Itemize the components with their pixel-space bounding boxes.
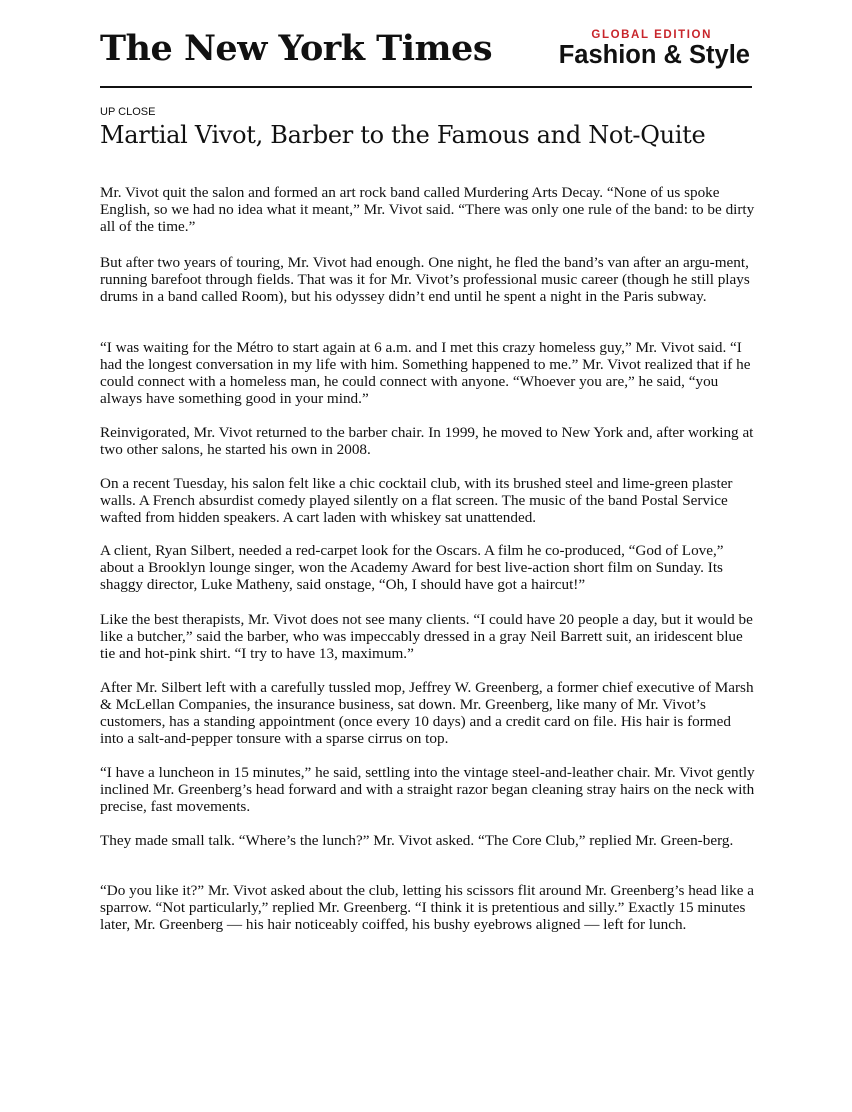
- masthead-rule: [100, 86, 752, 88]
- article-paragraph: Mr. Vivot quit the salon and formed an art rock band called Murdering Arts Decay. “None of us spoke English, so we had no idea what it meant,” Mr. Vivot said. “There was only one rule of the band: to be dirty all of the time.”: [100, 184, 755, 235]
- edition-label: GLOBAL EDITION: [591, 29, 712, 41]
- article-paragraph: After Mr. Silbert left with a carefully tussled mop, Jeffrey W. Greenberg, a former chief executive of Marsh & McLellan Companies, the insurance business, sat down. Mr. Greenberg, like many of Mr. Vivot’s customers, has a standing appointment (once every 10 days) and a credit card on file. His hair is formed into a salt-and-pepper tonsure with a sparse cirrus on top.: [100, 679, 754, 747]
- article-paragraph: A client, Ryan Silbert, needed a red-carpet look for the Oscars. A film he co-produced, “God of Love,” about a Brooklyn lounge singer, won the Academy Award for best live-action short film on Sunday. Its shaggy director, Luke Matheny, said onstage, “Oh, I should have got a haircut!”: [100, 542, 724, 593]
- article-paragraph: “Do you like it?” Mr. Vivot asked about the club, letting his scissors flit around Mr. Greenberg’s head like a sparrow. “Not particularly,” replied Mr. Greenberg. “I think it is pretentious and silly.” Exactly 15 minutes later, Mr. Greenberg — his hair noticeably coiffed, his bushy eyebrows aligned — left for lunch.: [100, 882, 754, 933]
- article-paragraph: They made small talk. “Where’s the lunch?” Mr. Vivot asked. “The Core Club,” replied Mr. Green-berg.: [100, 832, 734, 849]
- article-paragraph: But after two years of touring, Mr. Vivot had enough. One night, he fled the band’s van after an argu-ment, running barefoot through fields. That was it for Mr. Vivot’s professional music career (though he still plays drums in a band called Room), but his odyssey didn’t end until he spent a night in the Paris subway.: [100, 254, 750, 305]
- newspaper-logo: The New York Times: [100, 28, 493, 69]
- article-paragraph: Reinvigorated, Mr. Vivot returned to the barber chair. In 1999, he moved to New York and, after working at two other salons, he started his own in 2008.: [100, 424, 754, 458]
- article-paragraph: On a recent Tuesday, his salon felt like a chic cocktail club, with its brushed steel and lime-green plaster walls. A French absurdist comedy played silently on a flat screen. The music of the band Postal Service wafted from hidden speakers. A cart laden with whiskey sat unattended.: [100, 475, 733, 526]
- article-kicker: UP CLOSE: [100, 106, 156, 118]
- article-paragraph: “I was waiting for the Métro to start again at 6 a.m. and I met this crazy homeless guy,” Mr. Vivot said. “I had the longest conversation in my life with him. Something happened to me.” Mr. Vivot realized that if he could connect with a homeless man, he could connect with anyone. “Whoever you are,” he said, “you always have something good in your mind.”: [100, 339, 751, 407]
- article-paragraph: Like the best therapists, Mr. Vivot does not see many clients. “I could have 20 people a day, but it would be like a butcher,” said the barber, who was impeccably dressed in a gray Neil Barrett suit, an iridescent blue tie and hot-pink shirt. “I try to have 13, maximum.”: [100, 611, 753, 662]
- section-title: Fashion & Style: [558, 41, 750, 69]
- article-headline: Martial Vivot, Barber to the Famous and Not-Quite: [100, 121, 706, 149]
- masthead: [100, 26, 752, 88]
- article-paragraph: “I have a luncheon in 15 minutes,” he said, settling into the vintage steel-and-leather chair. Mr. Vivot gently inclined Mr. Greenberg’s head forward and with a straight razor began cleaning stray hairs on the neck with precise, fast movements.: [100, 764, 755, 815]
